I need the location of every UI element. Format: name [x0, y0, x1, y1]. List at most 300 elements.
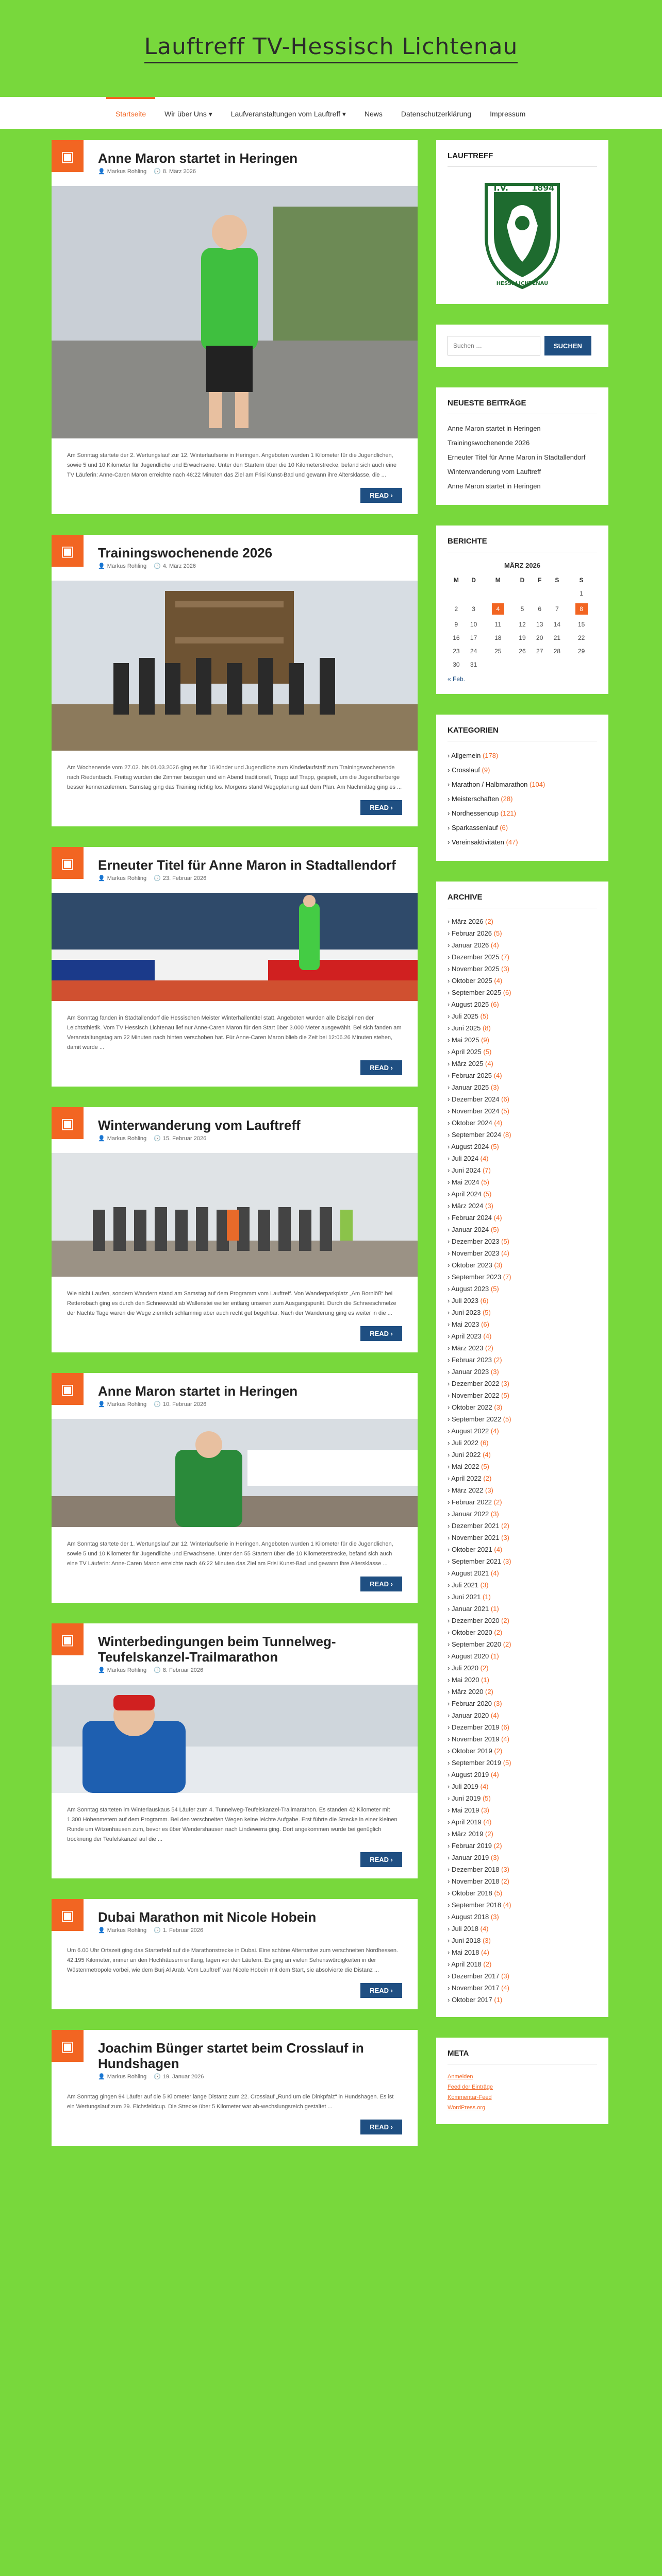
archive-month[interactable]: Oktober 2022: [451, 1403, 492, 1411]
archive-item[interactable]: [448, 1662, 597, 1674]
category-name[interactable]: Allgemein: [451, 752, 481, 759]
chevron-right-icon: ›: [448, 1238, 452, 1245]
archive-count: (7): [482, 1166, 491, 1174]
archive-item[interactable]: [448, 939, 597, 951]
clock-icon: 🕓: [154, 1927, 161, 1934]
archive-item[interactable]: [448, 1579, 597, 1591]
archive-month[interactable]: Juni 2018: [451, 1937, 481, 1944]
meta-link[interactable]: Feed der Einträge: [448, 2084, 493, 2090]
archive-month[interactable]: Juli 2025: [451, 1012, 478, 1020]
archive-item[interactable]: [448, 1164, 597, 1176]
post-date[interactable]: 1. Februar 2026: [162, 1927, 204, 1934]
calendar-day: [448, 587, 465, 600]
archive-month[interactable]: März 2024: [451, 1202, 484, 1210]
archive-item[interactable]: [448, 1804, 597, 1816]
post-thumbnail[interactable]: [52, 581, 418, 751]
archive-item[interactable]: [448, 1153, 597, 1164]
archive-month[interactable]: März 2026: [451, 918, 484, 925]
archive-month[interactable]: August 2018: [451, 1913, 489, 1921]
archive-item[interactable]: [448, 1496, 597, 1508]
archive-month[interactable]: Februar 2024: [451, 1214, 492, 1222]
calendar-day: 10: [470, 621, 477, 628]
search-input[interactable]: [448, 336, 540, 355]
archive-month[interactable]: Oktober 2019: [451, 1747, 492, 1755]
archive-item[interactable]: [448, 1508, 597, 1520]
post-date[interactable]: 8. Februar 2026: [162, 1667, 204, 1673]
archive-month[interactable]: April 2024: [451, 1190, 482, 1198]
archive-item[interactable]: [448, 1911, 597, 1923]
archive-item[interactable]: [448, 1946, 597, 1958]
archive-month[interactable]: Juni 2019: [451, 1794, 481, 1802]
post-author[interactable]: Markus Rohling: [107, 875, 147, 882]
chevron-right-icon: ›: [448, 1711, 452, 1719]
nav-item[interactable]: Impressum: [490, 110, 526, 118]
archive-month[interactable]: Januar 2024: [451, 1226, 489, 1233]
recent-post-link[interactable]: Trainingswochenende 2026: [448, 439, 530, 447]
archive-item[interactable]: [448, 1046, 597, 1058]
archive-month[interactable]: Februar 2026: [451, 929, 492, 937]
recent-post-link[interactable]: Anne Maron startet in Heringen: [448, 482, 541, 490]
archive-month[interactable]: November 2017: [451, 1984, 500, 1992]
archive-item[interactable]: [448, 1307, 597, 1318]
archive-month[interactable]: Oktober 2021: [451, 1546, 492, 1553]
archive-item[interactable]: [448, 1674, 597, 1686]
post-date[interactable]: 10. Februar 2026: [162, 1401, 207, 1408]
archive-item[interactable]: [448, 1188, 597, 1200]
archive-item[interactable]: [448, 1828, 597, 1840]
archive-month[interactable]: Januar 2020: [451, 1711, 489, 1719]
nav-item[interactable]: Laufveranstaltungen vom Lauftreff ▾: [230, 110, 346, 118]
archive-month[interactable]: Mai 2018: [451, 1948, 479, 1956]
archive-month[interactable]: Mai 2025: [451, 1036, 479, 1044]
archive-item[interactable]: [448, 1461, 597, 1472]
archive-count: (3): [490, 1083, 499, 1091]
meta-link[interactable]: WordPress.org: [448, 2105, 486, 2111]
archive-item[interactable]: [448, 1389, 597, 1401]
archive-count: (2): [501, 1877, 509, 1885]
read-more-button[interactable]: READ ›: [360, 1852, 402, 1867]
archive-count: (5): [480, 1012, 489, 1020]
archive-month[interactable]: Oktober 2024: [451, 1119, 492, 1127]
archive-item[interactable]: [448, 1733, 597, 1745]
archive-count: (5): [483, 1048, 492, 1056]
archive-item[interactable]: [448, 1318, 597, 1330]
archive-item[interactable]: [448, 1093, 597, 1105]
archive-item[interactable]: [448, 1034, 597, 1046]
archive-item[interactable]: [448, 1259, 597, 1271]
archive-month[interactable]: Februar 2023: [451, 1356, 492, 1364]
archive-month[interactable]: November 2021: [451, 1534, 500, 1541]
calendar-day[interactable]: [566, 600, 597, 618]
site-title[interactable]: Lauftreff TV-Hessisch Lichtenau: [144, 33, 518, 63]
archive-item[interactable]: [448, 1200, 597, 1212]
archive-item[interactable]: [448, 1852, 597, 1863]
post-title[interactable]: Joachim Bünger startet beim Crosslauf in Hundshagen: [98, 2040, 364, 2071]
archive-item[interactable]: [448, 1781, 597, 1792]
archive-item[interactable]: [448, 1958, 597, 1970]
archive-item[interactable]: [448, 1401, 597, 1413]
post-title[interactable]: Anne Maron startet in Heringen: [98, 150, 298, 166]
category-item[interactable]: [448, 821, 597, 835]
category-item[interactable]: [448, 749, 597, 763]
archive-month[interactable]: Januar 2026: [451, 941, 489, 949]
archive-item[interactable]: [448, 1899, 597, 1911]
category-name[interactable]: Vereinsaktivitäten: [451, 838, 504, 846]
archive-month[interactable]: Dezember 2023: [451, 1238, 500, 1245]
archive-item[interactable]: [448, 1413, 597, 1425]
archive-month[interactable]: Februar 2022: [451, 1498, 492, 1506]
post-date[interactable]: 8. März 2026: [162, 168, 196, 175]
archive-month[interactable]: Dezember 2025: [451, 953, 500, 961]
nav-item[interactable]: News: [364, 110, 383, 118]
archive-month[interactable]: Juni 2023: [451, 1309, 481, 1316]
archive-item[interactable]: [448, 1070, 597, 1081]
category-name[interactable]: Crosslauf: [451, 766, 480, 774]
nav-item[interactable]: Startseite: [106, 97, 155, 129]
archive-month[interactable]: Oktober 2017: [451, 1996, 492, 2004]
archive-month[interactable]: April 2025: [451, 1048, 482, 1056]
archive-month[interactable]: Februar 2025: [451, 1072, 492, 1079]
archive-month[interactable]: Januar 2025: [451, 1083, 489, 1091]
archive-item[interactable]: [448, 1555, 597, 1567]
post-title[interactable]: Dubai Marathon mit Nicole Hobein: [98, 1909, 317, 1925]
recent-post-link[interactable]: Erneuter Titel für Anne Maron in Stadtallendorf: [448, 453, 586, 461]
archive-month[interactable]: Juli 2018: [451, 1925, 478, 1933]
archive-month[interactable]: August 2023: [451, 1285, 489, 1293]
archive-item[interactable]: [448, 1686, 597, 1698]
archive-item[interactable]: [448, 1449, 597, 1461]
archive-month[interactable]: März 2020: [451, 1688, 484, 1696]
category-name[interactable]: Nordhessencup: [451, 809, 499, 817]
archive-month[interactable]: August 2020: [451, 1652, 489, 1660]
archive-month[interactable]: April 2023: [451, 1332, 482, 1340]
archive-month[interactable]: August 2025: [451, 1001, 489, 1008]
post-meta: [98, 563, 402, 569]
chevron-right-icon: ›: [448, 1806, 452, 1814]
archive-item[interactable]: [448, 916, 597, 927]
archive-month[interactable]: September 2024: [451, 1131, 502, 1139]
calendar-weekday: M: [453, 577, 459, 584]
archive-month[interactable]: Dezember 2022: [451, 1380, 500, 1387]
archive-item[interactable]: [448, 1638, 597, 1650]
read-more-button[interactable]: READ ›: [360, 488, 402, 503]
category-item[interactable]: [448, 777, 597, 792]
archive-month[interactable]: Oktober 2020: [451, 1629, 492, 1636]
post-thumbnail[interactable]: [52, 1419, 418, 1527]
archive-item[interactable]: [448, 951, 597, 963]
chevron-right-icon: ›: [448, 1557, 452, 1565]
archive-month[interactable]: November 2019: [451, 1735, 500, 1743]
archive-item[interactable]: [448, 1105, 597, 1117]
calendar-weekday: D: [520, 577, 525, 584]
archive-month[interactable]: April 2018: [451, 1960, 482, 1968]
archive-item[interactable]: [448, 1544, 597, 1555]
archive-item[interactable]: [448, 1994, 597, 2006]
archive-month[interactable]: Juni 2021: [451, 1593, 481, 1601]
archive-item[interactable]: [448, 1022, 597, 1034]
post-title[interactable]: Trainingswochenende 2026: [98, 545, 273, 561]
category-name[interactable]: Marathon / Halbmarathon: [451, 781, 528, 788]
archive-item[interactable]: [448, 1792, 597, 1804]
archive-month[interactable]: Februar 2020: [451, 1700, 492, 1707]
read-more-button[interactable]: READ ›: [360, 1060, 402, 1075]
archive-month[interactable]: September 2019: [451, 1759, 502, 1767]
archive-month[interactable]: Juli 2021: [451, 1581, 478, 1589]
user-icon: 👤: [98, 2074, 105, 2080]
archive-item[interactable]: [448, 1982, 597, 1994]
archive-item[interactable]: [448, 1212, 597, 1224]
archive-item[interactable]: [448, 1591, 597, 1603]
archive-month[interactable]: Dezember 2024: [451, 1095, 500, 1103]
calendar-widget: [436, 526, 608, 694]
archive-item[interactable]: [448, 1615, 597, 1626]
post-thumbnail[interactable]: [52, 1685, 418, 1793]
archive-item[interactable]: [448, 1472, 597, 1484]
archive-month[interactable]: November 2024: [451, 1107, 500, 1115]
calendar-day[interactable]: [482, 600, 514, 618]
archive-item[interactable]: [448, 927, 597, 939]
post-title[interactable]: Winterbedingungen beim Tunnelweg-Teufelskanzel-Trailmarathon: [98, 1634, 336, 1665]
chevron-right-icon: ›: [448, 1960, 452, 1968]
post-excerpt: Am Sonntag fanden in Stadtallendorf die Hessischen Meister Winterhallentitel statt. Angeboten wurden alle Disziplinen der Leichtathletik. Vom TV Hessisch Lichtenau lief nur Anne-Caren Maron für den Start über 3.000 Meter ausgewählt. Bei sich fanden am Veranstaltungstag am 22 Minuten nach hinten verschoben hat. Für Anne-Caren Maron blieb die Zeit bei 12:06.26 Minuten stehen, damit wurde ...: [67, 1015, 402, 1050]
archive-month[interactable]: Juni 2024: [451, 1166, 481, 1174]
archive-item[interactable]: [448, 1709, 597, 1721]
archive-item[interactable]: [448, 1437, 597, 1449]
archive-month[interactable]: November 2023: [451, 1249, 500, 1257]
post-date[interactable]: 23. Februar 2026: [162, 875, 207, 882]
archive-item[interactable]: [448, 1875, 597, 1887]
calendar-prev-link[interactable]: « Feb.: [448, 675, 466, 683]
archive-month[interactable]: Oktober 2025: [451, 977, 492, 985]
post-excerpt: Am Sonntag starteten im Winterlauskaus 54 Läufer zum 4. Tunnelweg-Teufelskanzel-Trailmarathon. Es standen 42 Kilometer mit 1.300 Höhenmetern auf dem Programm. Bei den verschneiten Wegen keine leichte Aufgabe. Erst führte die Strecke in einer kleinen Runde um Witzenhausen zum, bevor es über Wendershausen nach Lindewerra ging. Dort angekommen wurde bei genüglich trocknung der Teufelskanzel auf die ...: [67, 1807, 398, 1842]
archive-month[interactable]: Oktober 2018: [451, 1889, 492, 1897]
archive-count: (3): [493, 1700, 502, 1707]
archive-item[interactable]: [448, 1378, 597, 1389]
recent-post-link[interactable]: Winterwanderung vom Lauftreff: [448, 468, 541, 476]
archive-month[interactable]: August 2021: [451, 1569, 489, 1577]
post-date[interactable]: 4. März 2026: [162, 563, 196, 569]
archive-month[interactable]: April 2019: [451, 1818, 482, 1826]
archive-month[interactable]: Oktober 2023: [451, 1261, 492, 1269]
meta-link[interactable]: Kommentar-Feed: [448, 2094, 492, 2100]
category-item[interactable]: [448, 806, 597, 821]
archive-item[interactable]: [448, 1342, 597, 1354]
archive-item[interactable]: [448, 1520, 597, 1532]
archive-item[interactable]: [448, 1117, 597, 1129]
archive-month[interactable]: Dezember 2020: [451, 1617, 500, 1624]
archive-item[interactable]: [448, 1129, 597, 1141]
archive-month[interactable]: September 2022: [451, 1415, 502, 1423]
archive-item[interactable]: [448, 1271, 597, 1283]
archive-item[interactable]: [448, 1081, 597, 1093]
post-author[interactable]: Markus Rohling: [107, 1667, 147, 1673]
calendar-day-link[interactable]: 8: [575, 603, 588, 615]
archive-month[interactable]: Juli 2022: [451, 1439, 478, 1447]
archive-month[interactable]: September 2018: [451, 1901, 502, 1909]
chevron-right-icon: ›: [448, 1190, 452, 1198]
category-item[interactable]: [448, 835, 597, 850]
archive-month[interactable]: Juli 2019: [451, 1783, 478, 1790]
archive-item[interactable]: [448, 1366, 597, 1378]
archive-item[interactable]: [448, 1141, 597, 1153]
archive-item[interactable]: [448, 1769, 597, 1781]
post-title[interactable]: Anne Maron startet in Heringen: [98, 1383, 298, 1399]
archive-month[interactable]: Dezember 2021: [451, 1522, 500, 1530]
archive-month[interactable]: November 2025: [451, 965, 500, 973]
nav-item[interactable]: Wir über Uns ▾: [164, 110, 212, 118]
archive-item[interactable]: [448, 1425, 597, 1437]
chevron-right-icon: ›: [448, 1546, 452, 1553]
archive-month[interactable]: März 2023: [451, 1344, 484, 1352]
archive-item[interactable]: [448, 1721, 597, 1733]
archive-count: (1): [494, 1996, 503, 2004]
archive-item[interactable]: [448, 1816, 597, 1828]
archive-item[interactable]: [448, 1970, 597, 1982]
nav-item[interactable]: Datenschutzerklärung: [401, 110, 472, 118]
categories-widget: [436, 715, 608, 861]
post-author[interactable]: Markus Rohling: [107, 2074, 147, 2080]
archive-month[interactable]: August 2022: [451, 1427, 489, 1435]
archive-count: (4): [482, 1451, 491, 1459]
category-name[interactable]: Meisterschaften: [451, 795, 499, 803]
archive-item[interactable]: [448, 1603, 597, 1615]
archive-month[interactable]: September 2020: [451, 1640, 502, 1648]
category-name[interactable]: Sparkassenlauf: [451, 824, 498, 832]
post-format-icon: ▣: [52, 847, 84, 879]
read-more-button[interactable]: READ ›: [360, 1326, 402, 1341]
post-author[interactable]: Markus Rohling: [107, 1401, 147, 1408]
archive-month[interactable]: März 2025: [451, 1060, 484, 1067]
archive-item[interactable]: [448, 1247, 597, 1259]
archive-item[interactable]: [448, 1176, 597, 1188]
post-thumbnail[interactable]: [52, 893, 418, 1001]
chevron-right-icon: ›: [448, 1368, 452, 1376]
archive-item[interactable]: [448, 1745, 597, 1757]
archive-item[interactable]: [448, 1698, 597, 1709]
archive-item[interactable]: [448, 1840, 597, 1852]
archive-item[interactable]: [448, 1224, 597, 1235]
archive-month[interactable]: Mai 2023: [451, 1320, 479, 1328]
search-button[interactable]: SUCHEN: [544, 336, 591, 355]
archive-month[interactable]: April 2022: [451, 1475, 482, 1482]
chevron-right-icon: ›: [448, 1522, 452, 1530]
archive-item[interactable]: [448, 963, 597, 975]
post-author[interactable]: Markus Rohling: [107, 1927, 147, 1934]
post-format-icon: ▣: [52, 2030, 84, 2062]
archive-month[interactable]: März 2019: [451, 1830, 484, 1838]
post-thumbnail[interactable]: [52, 186, 418, 438]
archive-item[interactable]: [448, 1863, 597, 1875]
read-more-button[interactable]: READ ›: [360, 800, 402, 815]
read-more-button[interactable]: READ ›: [360, 2120, 402, 2134]
post-thumbnail[interactable]: [52, 1153, 418, 1277]
archive-item[interactable]: [448, 1626, 597, 1638]
archive-item[interactable]: [448, 1283, 597, 1295]
archive-month[interactable]: Januar 2021: [451, 1605, 489, 1613]
archive-month[interactable]: Juli 2020: [451, 1664, 478, 1672]
meta-link[interactable]: Anmelden: [448, 2074, 473, 2080]
archive-item[interactable]: [448, 1923, 597, 1935]
post-excerpt: Am Sonntag startete der 2. Wertungslauf zur 12. Winterlaufserie in Heringen. Angeboten wurden 1 Kilometer für die Jugendlichen, sowie 5 und 10 Kilometer für Jugendliche und Erwachsene. Unter den Startern über die 10 Kilometerstrecke, befand sich auch eine TV Läuferin: Anne-Caren Maron erreichte nach 46:22 Minuten das Ziel am Frisi Kunst-Bad und gewann ihre Altersklasse, die ...: [67, 452, 396, 478]
archive-month[interactable]: September 2025: [451, 989, 502, 996]
archive-count: (6): [503, 989, 511, 996]
archive-month[interactable]: November 2018: [451, 1877, 500, 1885]
archive-month[interactable]: Mai 2022: [451, 1463, 479, 1470]
archive-item[interactable]: [448, 1484, 597, 1496]
archive-item[interactable]: [448, 1295, 597, 1307]
archive-month[interactable]: Juli 2023: [451, 1297, 478, 1304]
post-date[interactable]: 19. Januar 2026: [162, 2074, 204, 2080]
archive-item[interactable]: [448, 1058, 597, 1070]
archive-item[interactable]: [448, 1757, 597, 1769]
archive-item[interactable]: [448, 975, 597, 987]
archive-month[interactable]: August 2024: [451, 1143, 489, 1150]
chevron-right-icon: ›: [448, 1463, 452, 1470]
archive-item[interactable]: [448, 1650, 597, 1662]
read-more-button[interactable]: READ ›: [360, 1983, 402, 1998]
post-title[interactable]: Erneuter Titel für Anne Maron in Stadtallendorf: [98, 857, 396, 873]
archive-month[interactable]: Juni 2025: [451, 1024, 481, 1032]
recent-post-link[interactable]: Anne Maron startet in Heringen: [448, 425, 541, 432]
calendar-day-link[interactable]: 4: [492, 603, 504, 615]
archive-item[interactable]: [448, 1010, 597, 1022]
archive-item[interactable]: [448, 998, 597, 1010]
archive-item[interactable]: [448, 1532, 597, 1544]
archive-item[interactable]: [448, 987, 597, 998]
archive-month[interactable]: August 2019: [451, 1771, 489, 1778]
archive-month[interactable]: Mai 2019: [451, 1806, 479, 1814]
chevron-right-icon: ›: [448, 1877, 452, 1885]
chevron-right-icon: ›: [448, 1451, 452, 1459]
chevron-right-icon: ›: [448, 1688, 452, 1696]
archive-month[interactable]: September 2021: [451, 1557, 502, 1565]
read-more-button[interactable]: READ ›: [360, 1577, 402, 1591]
archive-month[interactable]: Dezember 2019: [451, 1723, 500, 1731]
post-title[interactable]: Winterwanderung vom Lauftreff: [98, 1117, 301, 1133]
archive-month[interactable]: September 2023: [451, 1273, 502, 1281]
archive-month[interactable]: Juli 2024: [451, 1155, 478, 1162]
chevron-right-icon: ›: [448, 1001, 452, 1008]
archive-item[interactable]: [448, 1330, 597, 1342]
archive-month[interactable]: Januar 2023: [451, 1368, 489, 1376]
category-item[interactable]: [448, 792, 597, 806]
archive-month[interactable]: Dezember 2017: [451, 1972, 500, 1980]
chevron-right-icon: ›: [448, 1581, 452, 1589]
archive-month[interactable]: Januar 2019: [451, 1854, 489, 1861]
archive-item[interactable]: [448, 1235, 597, 1247]
archive-month[interactable]: Dezember 2018: [451, 1866, 500, 1873]
post-date[interactable]: 15. Februar 2026: [162, 1136, 207, 1142]
archive-item[interactable]: [448, 1887, 597, 1899]
post-author[interactable]: Markus Rohling: [107, 168, 147, 175]
archive-item[interactable]: [448, 1567, 597, 1579]
archive-month[interactable]: Februar 2019: [451, 1842, 492, 1850]
archive-month[interactable]: Januar 2022: [451, 1510, 489, 1518]
archive-item[interactable]: [448, 1354, 597, 1366]
post-author[interactable]: Markus Rohling: [107, 563, 147, 569]
archive-month[interactable]: März 2022: [451, 1486, 484, 1494]
archive-count: (4): [490, 1711, 499, 1719]
archive-month[interactable]: Mai 2020: [451, 1676, 479, 1684]
archive-item[interactable]: [448, 1935, 597, 1946]
archive-month[interactable]: Juni 2022: [451, 1451, 481, 1459]
archive-month[interactable]: November 2022: [451, 1392, 500, 1399]
chevron-right-icon: ›: [448, 1972, 452, 1980]
post-author[interactable]: Markus Rohling: [107, 1136, 147, 1142]
archive-count: (5): [490, 1226, 499, 1233]
category-item[interactable]: [448, 763, 597, 777]
archive-month[interactable]: Mai 2024: [451, 1178, 479, 1186]
